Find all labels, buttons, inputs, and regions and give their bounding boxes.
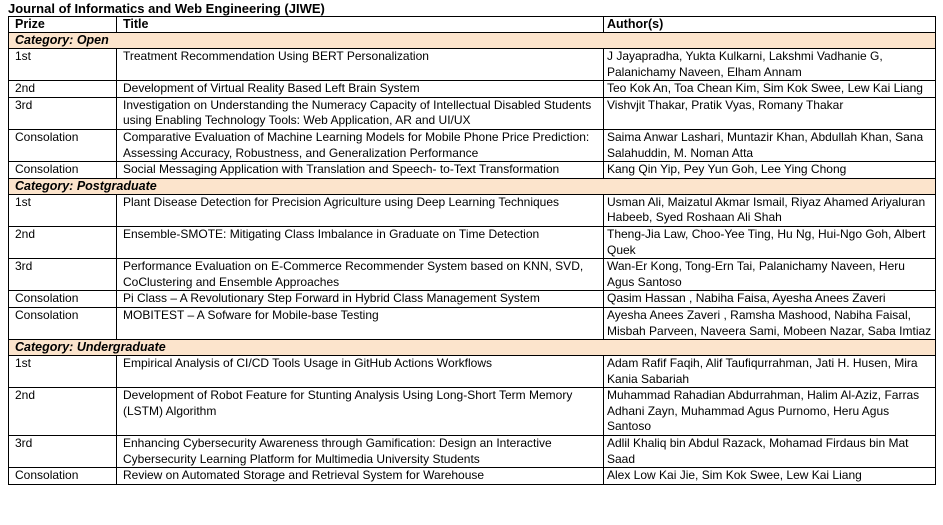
journal-title: Journal of Informatics and Web Engineering (JIWE)	[8, 1, 325, 16]
authors-cell: Vishvjit Thakar, Pratik Vyas, Romany Thakar	[604, 97, 936, 129]
prize-cell: 3rd	[9, 97, 117, 129]
prize-cell: Consolation	[9, 129, 117, 161]
category-row	[9, 33, 936, 49]
authors-cell: Adam Rafif Faqih, Alif Taufiqurrahman, Jati H. Husen, Mira Kania Sabariah	[604, 356, 936, 388]
table-row	[9, 259, 936, 291]
table-row	[9, 81, 936, 98]
authors-cell: Alex Low Kai Jie, Sim Kok Swee, Lew Kai Liang	[604, 468, 936, 485]
authors-cell: Kang Qin Yip, Pey Yun Goh, Lee Ying Chong	[604, 162, 936, 179]
title-cell: Comparative Evaluation of Machine Learning Models for Mobile Phone Price Prediction: Assessing Accuracy, Robustness, and Generalization Performance	[117, 129, 604, 161]
authors-cell: Adlil Khaliq bin Abdul Razack, Mohamad Firdaus bin Mat Saad	[604, 436, 936, 468]
title-cell: Development of Virtual Reality Based Left Brain System	[117, 81, 604, 98]
title-cell: Pi Class – A Revolutionary Step Forward in Hybrid Class Management System	[117, 291, 604, 308]
title-cell: Performance Evaluation on E-Commerce Recommender System based on KNN, SVD, CoClustering and Ensemble Approaches	[117, 259, 604, 291]
table-row	[9, 226, 936, 258]
authors-cell: Qasim Hassan , Nabiha Faisa, Ayesha Anees Zaveri	[604, 291, 936, 308]
category-label: Category: Postgraduate	[9, 178, 936, 194]
header-row	[9, 17, 936, 33]
table-row	[9, 307, 936, 339]
title-cell: MOBITEST – A Sofware for Mobile-base Testing	[117, 307, 604, 339]
prize-cell: 3rd	[9, 259, 117, 291]
title-cell: Ensemble-SMOTE: Mitigating Class Imbalance in Graduate on Time Detection	[117, 226, 604, 258]
authors-cell: Teo Kok An, Toa Chean Kim, Sim Kok Swee, Lew Kai Liang	[604, 81, 936, 98]
category-row	[9, 340, 936, 356]
prize-cell: Consolation	[9, 162, 117, 179]
header-title: Title	[117, 17, 604, 33]
table-row	[9, 129, 936, 161]
authors-cell: Saima Anwar Lashari, Muntazir Khan, Abdullah Khan, Sana Salahuddin, M. Noman Atta	[604, 129, 936, 161]
prize-cell: 2nd	[9, 388, 117, 436]
authors-cell: Wan-Er Kong, Tong-Ern Tai, Palanichamy Naveen, Heru Agus Santoso	[604, 259, 936, 291]
prize-cell: Consolation	[9, 307, 117, 339]
table-row	[9, 291, 936, 308]
table-row	[9, 468, 936, 485]
title-cell: Development of Robot Feature for Stunting Analysis Using Long-Short Term Memory (LSTM) Algorithm	[117, 388, 604, 436]
authors-cell: Usman Ali, Maizatul Akmar Ismail, Riyaz Ahamed Ariyaluran Habeeb, Syed Roshaan Ali Shah	[604, 194, 936, 226]
title-cell: Plant Disease Detection for Precision Agriculture using Deep Learning Techniques	[117, 194, 604, 226]
prize-cell: Consolation	[9, 291, 117, 308]
title-cell: Enhancing Cybersecurity Awareness through Gamification: Design an Interactive Cybersecurity Learning Platform for Multimedia University Students	[117, 436, 604, 468]
authors-cell: Muhammad Rahadian Abdurrahman, Halim Al-Aziz, Farras Adhani Zayn, Muhammad Agus Purnomo, Heru Agus Santoso	[604, 388, 936, 436]
authors-cell: Theng-Jia Law, Choo-Yee Ting, Hu Ng, Hui-Ngo Goh, Albert Quek	[604, 226, 936, 258]
table-row	[9, 162, 936, 179]
table-row	[9, 436, 936, 468]
header-prize: Prize	[9, 17, 117, 33]
prize-cell: 1st	[9, 194, 117, 226]
prize-cell: 3rd	[9, 436, 117, 468]
table-body	[9, 33, 936, 485]
prize-cell: Consolation	[9, 468, 117, 485]
category-label: Category: Undergraduate	[9, 340, 936, 356]
table-row	[9, 97, 936, 129]
title-cell: Investigation on Understanding the Numeracy Capacity of Intellectual Disabled Students using Enabling Technology Tools: Web Application, AR and UI/UX	[117, 97, 604, 129]
title-cell: Empirical Analysis of CI/CD Tools Usage in GitHub Actions Workflows	[117, 356, 604, 388]
table-row	[9, 194, 936, 226]
header-authors: Author(s)	[604, 17, 936, 33]
table-row	[9, 356, 936, 388]
prize-cell: 2nd	[9, 226, 117, 258]
title-cell: Treatment Recommendation Using BERT Personalization	[117, 49, 604, 81]
table-row	[9, 49, 936, 81]
title-cell: Review on Automated Storage and Retrieval System for Warehouse	[117, 468, 604, 485]
category-label: Category: Open	[9, 33, 936, 49]
authors-cell: Ayesha Anees Zaveri , Ramsha Mashood, Nabiha Faisal, Misbah Parveen, Naveera Sami, Mobeen Nazar, Saba Imtiaz	[604, 307, 936, 339]
authors-cell: J Jayapradha, Yukta Kulkarni, Lakshmi Vadhanie G, Palanichamy Naveen, Elham Annam	[604, 49, 936, 81]
awards-table	[8, 16, 936, 485]
table-row	[9, 388, 936, 436]
prize-cell: 2nd	[9, 81, 117, 98]
prize-cell: 1st	[9, 356, 117, 388]
title-cell: Social Messaging Application with Translation and Speech- to-Text Transformation	[117, 162, 604, 179]
category-row	[9, 178, 936, 194]
prize-cell: 1st	[9, 49, 117, 81]
